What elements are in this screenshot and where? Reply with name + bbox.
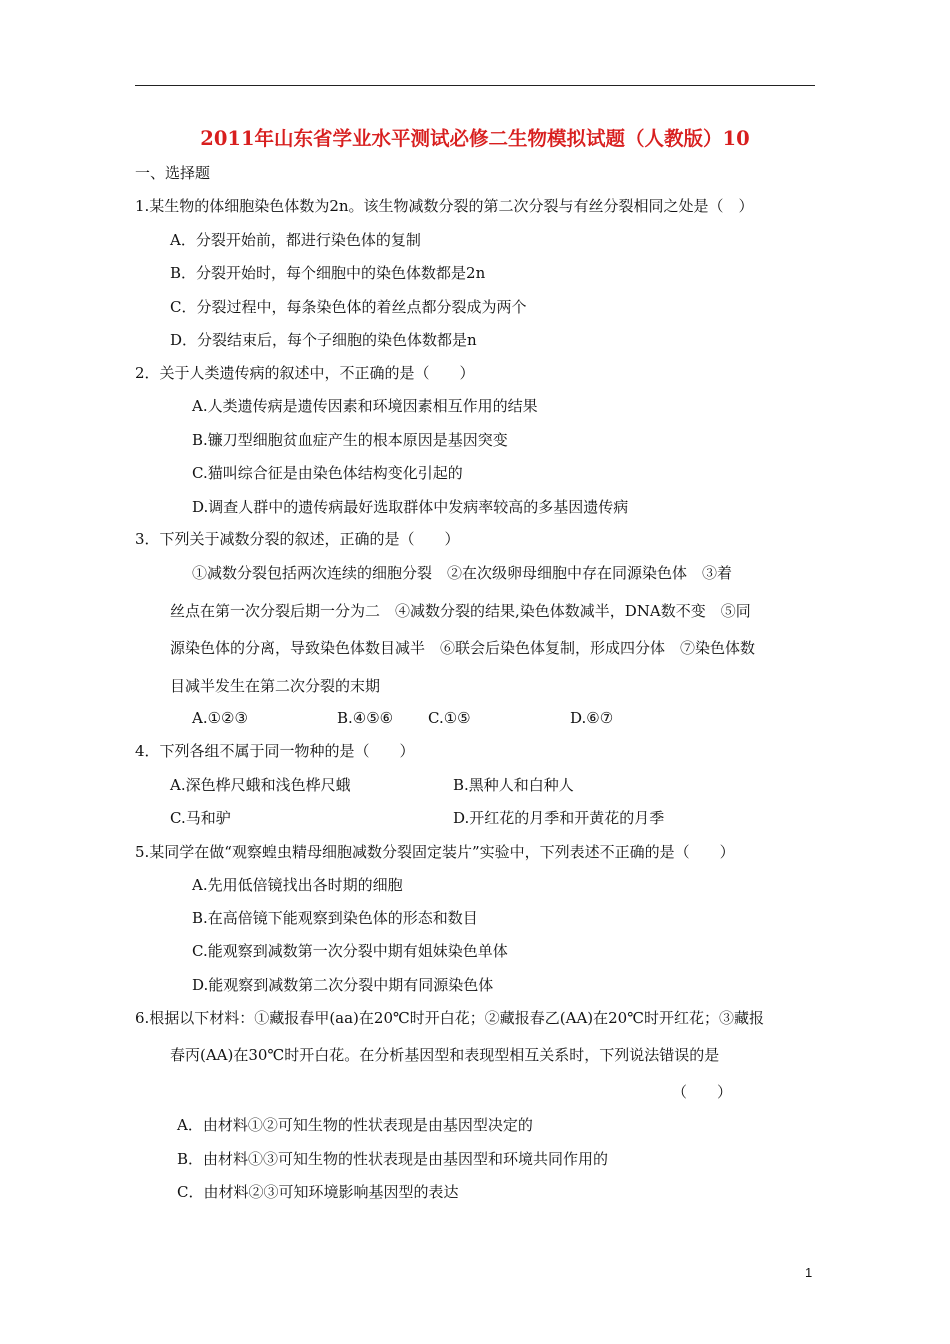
header-rule [135, 85, 815, 86]
q3-option-b: B.④⑤⑥ [337, 709, 394, 727]
q6-stem-line-2: 春丙(AA)在30℃时开白花。在分析基因型和表现型相互关系时，下列说法错误的是 [170, 1046, 720, 1064]
q1-option-c: C．分裂过程中，每条染色体的着丝点都分裂成为两个 [170, 298, 527, 316]
q3-option-d: D.⑥⑦ [570, 709, 614, 727]
q2-option-a: A.人类遗传病是遗传因素和环境因素相互作用的结果 [192, 397, 538, 415]
q6-option-b: B．由材料①③可知生物的性状表现是由基因型和环境共同作用的 [177, 1150, 609, 1168]
q6-option-c: C．由材料②③可知环境影响基因型的表达 [177, 1183, 459, 1201]
q5-option-d: D.能观察到减数第二次分裂中期有同源染色体 [192, 976, 494, 994]
section-heading: 一、选择题 [135, 164, 211, 182]
q3-text-line-2: 丝点在第一次分裂后期一分为二 ④减数分裂的结果,染色体数减半，DNA数不变 ⑤同 [170, 602, 751, 620]
q5-option-a: A.先用低倍镜找出各时期的细胞 [192, 876, 403, 894]
q4-option-b: B.黑种人和白种人 [453, 776, 574, 794]
q2-option-c: C.猫叫综合征是由染色体结构变化引起的 [192, 464, 463, 482]
q1-option-b: B．分裂开始时，每个细胞中的染色体数都是2n [170, 264, 486, 282]
q6-answer-paren: （ ） [672, 1083, 733, 1101]
q6-stem-line-1: 6.根据以下材料：①藏报春甲(aa)在20℃时开白花；②藏报春乙(AA)在20℃时开红花；③藏报 [135, 1009, 765, 1027]
q3-text-line-3: 源染色体的分离，导致染色体数目减半 ⑥联会后染色体复制，形成四分体 ⑦染色体数 [170, 639, 756, 657]
q1-option-d: D．分裂结束后，每个子细胞的染色体数都是n [170, 331, 477, 349]
q2-option-b: B.镰刀型细胞贫血症产生的根本原因是基因突变 [192, 431, 508, 449]
q5-option-b: B.在高倍镜下能观察到染色体的形态和数目 [192, 909, 478, 927]
q1-option-a: A．分裂开始前，都进行染色体的复制 [170, 231, 421, 249]
q4-option-d: D.开红花的月季和开黄花的月季 [453, 809, 665, 827]
q1-stem: 1.某生物的体细胞染色体数为2n。该生物减数分裂的第二次分裂与有丝分裂相同之处是（ ） [135, 197, 754, 215]
q3-text-line-4: 目减半发生在第二次分裂的末期 [170, 677, 381, 695]
q2-option-d: D.调查人群中的遗传病最好选取群体中发病率较高的多基因遗传病 [192, 498, 629, 516]
q3-stem: 3．下列关于减数分裂的叙述，正确的是（ ） [135, 530, 460, 548]
q6-option-a: A．由材料①②可知生物的性状表现是由基因型决定的 [177, 1116, 533, 1134]
q3-text-line-1: ①减数分裂包括两次连续的细胞分裂 ②在次级卵母细胞中存在同源染色体 ③着 [192, 564, 733, 582]
q2-stem: 2．关于人类遗传病的叙述中，不正确的是（ ） [135, 364, 475, 382]
page-number: 1 [805, 1265, 813, 1280]
q4-option-a: A.深色桦尺蛾和浅色桦尺蛾 [170, 776, 351, 794]
q4-option-c: C.马和驴 [170, 809, 231, 827]
page-title: 2011年山东省学业水平测试必修二生物模拟试题（人教版）10 [200, 127, 750, 150]
q4-stem: 4．下列各组不属于同一物种的是（ ） [135, 742, 415, 760]
q3-option-a: A.①②③ [192, 709, 248, 727]
q3-option-c: C.①⑤ [428, 709, 471, 727]
q5-option-c: C.能观察到减数第一次分裂中期有姐妹染色单体 [192, 942, 508, 960]
q5-stem: 5.某同学在做“观察蝗虫精母细胞减数分裂固定装片”实验中，下列表述不正确的是（ ） [135, 843, 735, 861]
